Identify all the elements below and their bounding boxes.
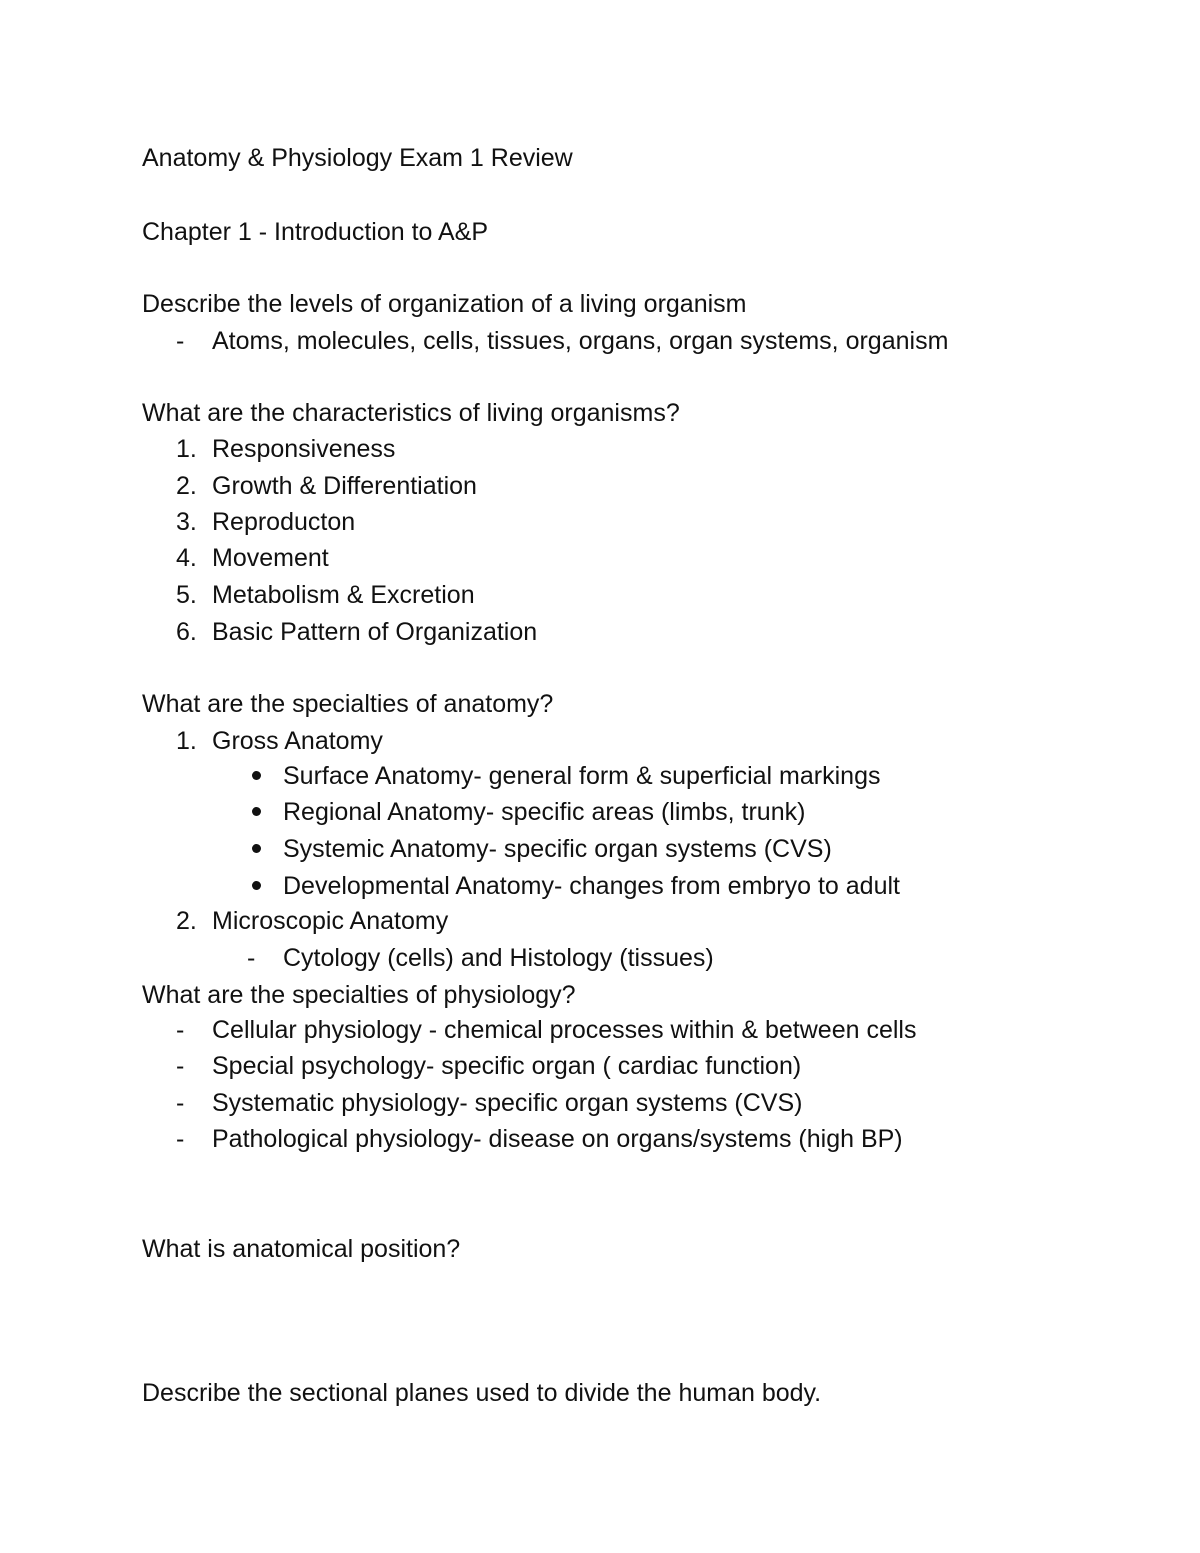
document-title: Anatomy & Physiology Exam 1 Review <box>142 144 573 172</box>
physiology-item: Cellular physiology - chemical processes within & between cells <box>212 1016 917 1044</box>
characteristic-item: Metabolism & Excretion <box>212 581 475 609</box>
gross-anatomy-subitem: Systemic Anatomy- specific organ systems (CVS) <box>283 835 832 863</box>
list-number: 6. <box>176 618 197 646</box>
question-anatomy-specialties: What are the specialties of anatomy? <box>142 690 554 718</box>
characteristic-item: Responsiveness <box>212 435 396 463</box>
microscopic-anatomy-item: Microscopic Anatomy <box>212 907 449 935</box>
list-number: 4. <box>176 544 197 572</box>
list-number: 5. <box>176 581 197 609</box>
gross-anatomy-subitem: Surface Anatomy- general form & superficial markings <box>283 762 881 790</box>
bullet-dot <box>252 881 261 890</box>
bullet-dot <box>252 807 261 816</box>
question-sectional-planes: Describe the sectional planes used to divide the human body. <box>142 1379 822 1407</box>
physiology-item: Systematic physiology- specific organ systems (CVS) <box>212 1089 803 1117</box>
microscopic-anatomy-subitem: Cytology (cells) and Histology (tissues) <box>283 944 714 972</box>
list-number: 2. <box>176 472 197 500</box>
dash-marker: - <box>176 1125 185 1153</box>
answer-levels-of-organization: Atoms, molecules, cells, tissues, organs, organ systems, organism <box>212 327 949 355</box>
question-characteristics: What are the characteristics of living organisms? <box>142 399 680 427</box>
question-levels-of-organization: Describe the levels of organization of a living organism <box>142 290 747 318</box>
gross-anatomy-subitem: Developmental Anatomy- changes from embryo to adult <box>283 872 900 900</box>
characteristic-item: Reproducton <box>212 508 356 536</box>
chapter-heading: Chapter 1 - Introduction to A&P <box>142 218 489 246</box>
question-anatomical-position: What is anatomical position? <box>142 1235 461 1263</box>
physiology-item: Pathological physiology- disease on organs/systems (high BP) <box>212 1125 903 1153</box>
dash-marker: - <box>247 944 256 972</box>
dash-marker: - <box>176 1089 185 1117</box>
gross-anatomy-item: Gross Anatomy <box>212 727 383 755</box>
characteristic-item: Growth & Differentiation <box>212 472 477 500</box>
characteristic-item: Basic Pattern of Organization <box>212 618 538 646</box>
bullet-dot <box>252 844 261 853</box>
dash-marker: - <box>176 1016 185 1044</box>
list-number: 2. <box>176 907 197 935</box>
gross-anatomy-subitem: Regional Anatomy- specific areas (limbs, trunk) <box>283 798 806 826</box>
list-number: 1. <box>176 727 197 755</box>
question-physiology-specialties: What are the specialties of physiology? <box>142 981 576 1009</box>
dash-marker: - <box>176 327 185 355</box>
dash-marker: - <box>176 1052 185 1080</box>
characteristic-item: Movement <box>212 544 329 572</box>
list-number: 3. <box>176 508 197 536</box>
physiology-item: Special psychology- specific organ ( cardiac function) <box>212 1052 802 1080</box>
list-number: 1. <box>176 435 197 463</box>
bullet-dot <box>252 771 261 780</box>
